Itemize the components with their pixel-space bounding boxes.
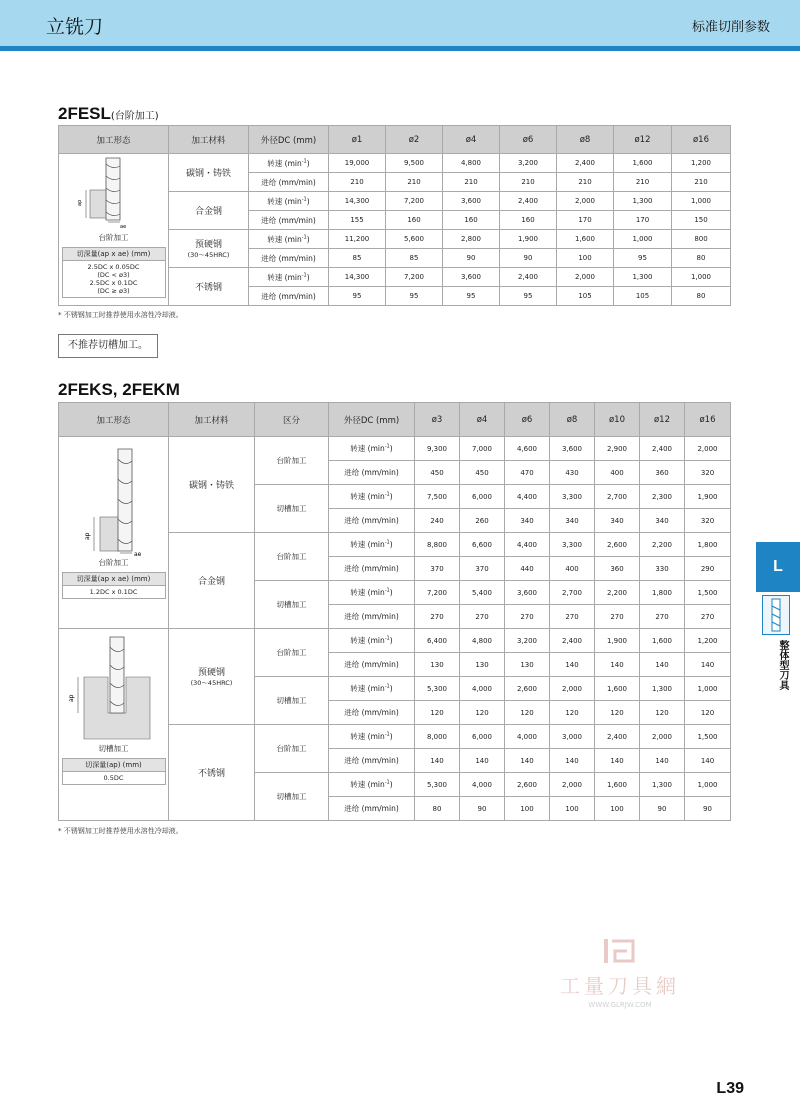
section2-table: [58, 402, 731, 821]
dia-header: ø6: [500, 126, 557, 154]
col-shape-header: 加工形态: [59, 126, 169, 154]
table-cell: 1,800: [685, 533, 731, 557]
param-feed: 进给 (mm/min): [329, 749, 415, 773]
table-cell: 2,400: [557, 154, 614, 173]
param-feed: 进给 (mm/min): [329, 797, 415, 821]
table-cell: 400: [595, 461, 640, 485]
shape-illustration-cell: [59, 629, 169, 821]
table-cell: 140: [550, 749, 595, 773]
dia-header: ø10: [595, 403, 640, 437]
table-cell: 1,000: [685, 677, 731, 701]
table-cell: 90: [443, 249, 500, 268]
table-cell: 2,000: [557, 268, 614, 287]
col-zone-header: 区分: [255, 403, 329, 437]
param-feed: 进给 (mm/min): [249, 287, 329, 306]
table-cell: 2,400: [550, 629, 595, 653]
table-cell: 3,000: [550, 725, 595, 749]
param-speed: 转速 $(\min^{-1})$: [329, 485, 415, 509]
table-cell: 1,600: [595, 677, 640, 701]
table-cell: 800: [672, 230, 731, 249]
shape-illustration-cell: [59, 437, 169, 629]
table-cell: 120: [550, 701, 595, 725]
table-cell: 2,000: [550, 677, 595, 701]
table-row: [59, 437, 731, 461]
table-cell: 120: [415, 701, 460, 725]
table-cell: 120: [640, 701, 685, 725]
col-material-header: 加工材料: [169, 403, 255, 437]
material-cell: 不锈钢: [169, 725, 255, 821]
table-cell: 6,400: [415, 629, 460, 653]
table-cell: 1,600: [614, 154, 672, 173]
table-cell: 340: [595, 509, 640, 533]
depth-header: 切深量(ap x ae) (mm): [63, 573, 165, 586]
table-cell: 4,000: [460, 773, 505, 797]
table-cell: 14,300: [329, 192, 386, 211]
table-cell: 140: [640, 653, 685, 677]
page-subtitle: 标准切削参数: [691, 20, 770, 35]
page-number: L39: [716, 1080, 744, 1097]
dia-header: ø8: [550, 403, 595, 437]
param-speed: 转速 $(\min^{-1})$: [329, 533, 415, 557]
table-cell: 2,800: [443, 230, 500, 249]
table-cell: 2,400: [500, 192, 557, 211]
table-cell: 210: [329, 173, 386, 192]
table-cell: 105: [557, 287, 614, 306]
table-cell: 9,500: [386, 154, 443, 173]
table-cell: 19,000: [329, 154, 386, 173]
depth-line: 0.5DC: [103, 774, 124, 782]
table-cell: 4,000: [460, 677, 505, 701]
table-cell: 140: [640, 749, 685, 773]
step-milling-diagram: [60, 445, 168, 557]
table-cell: 240: [415, 509, 460, 533]
table-cell: 8,800: [415, 533, 460, 557]
param-feed: 进给 (mm/min): [329, 701, 415, 725]
param-speed: 转速 $(\min^{-1})$: [329, 725, 415, 749]
table-cell: 4,800: [460, 629, 505, 653]
table-cell: 1,500: [685, 725, 731, 749]
table-cell: 6,600: [460, 533, 505, 557]
table-cell: 3,600: [443, 192, 500, 211]
table-cell: 85: [386, 249, 443, 268]
table-cell: 2,600: [505, 773, 550, 797]
table-cell: 270: [595, 605, 640, 629]
material-cell: 预硬钢 (30～45HRC): [169, 629, 255, 725]
depth-line: 1.2DC x 0.1DC: [89, 588, 138, 596]
table-cell: 2,000: [685, 437, 731, 461]
table-cell: 3,600: [443, 268, 500, 287]
depth-header: 切深量(ap x ae) (mm): [63, 248, 165, 261]
table-cell: 450: [460, 461, 505, 485]
table-cell: 1,200: [672, 154, 731, 173]
table-cell: 140: [505, 749, 550, 773]
table-cell: 450: [415, 461, 460, 485]
table-cell: 2,900: [595, 437, 640, 461]
table-cell: 210: [614, 173, 672, 192]
dia-header: ø16: [685, 403, 731, 437]
table-cell: 2,300: [640, 485, 685, 509]
param-feed: 进给 (mm/min): [329, 509, 415, 533]
table-cell: 1,000: [614, 230, 672, 249]
table-cell: 1,900: [500, 230, 557, 249]
table-cell: 210: [443, 173, 500, 192]
table-cell: 3,600: [550, 437, 595, 461]
table-cell: 270: [460, 605, 505, 629]
step-milling-diagram: [60, 154, 168, 232]
table-cell: 90: [640, 797, 685, 821]
table-cell: 370: [460, 557, 505, 581]
dia-header: ø8: [557, 126, 614, 154]
table-cell: 2,700: [595, 485, 640, 509]
table-cell: 80: [415, 797, 460, 821]
table-cell: 2,200: [595, 581, 640, 605]
watermark-logo: [603, 938, 637, 964]
zone-cell: 切槽加工: [255, 485, 329, 533]
table-row: [59, 629, 731, 653]
table-cell: 150: [672, 211, 731, 230]
table-cell: 1,300: [614, 192, 672, 211]
table-cell: 340: [505, 509, 550, 533]
ae-label: ae: [133, 551, 141, 557]
table-cell: 130: [415, 653, 460, 677]
table-cell: 90: [460, 797, 505, 821]
table-cell: 210: [500, 173, 557, 192]
param-speed: 转速 $(\min^{-1})$: [249, 154, 329, 173]
table-cell: 6,000: [460, 485, 505, 509]
table-cell: 4,000: [505, 725, 550, 749]
param-speed: 转速 $(\min^{-1})$: [329, 773, 415, 797]
table-cell: 170: [557, 211, 614, 230]
shape-caption: 切槽加工: [98, 744, 129, 753]
table-cell: 85: [329, 249, 386, 268]
table-cell: 210: [386, 173, 443, 192]
param-feed: 进给 (mm/min): [329, 653, 415, 677]
watermark-text: 工量刀具網: [560, 974, 680, 998]
depth-line: 2.5DC x 0.1DC: [89, 279, 138, 287]
param-speed: 转速 $(\min^{-1})$: [329, 581, 415, 605]
table-cell: 370: [415, 557, 460, 581]
zone-cell: 台阶加工: [255, 533, 329, 581]
table-cell: 5,300: [415, 773, 460, 797]
col-dc-header: 外径DC (mm): [249, 126, 329, 154]
col-dc-header: 外径DC (mm): [329, 403, 415, 437]
table-cell: 1,800: [640, 581, 685, 605]
table-cell: 2,000: [640, 725, 685, 749]
table-cell: 160: [386, 211, 443, 230]
table-cell: 400: [550, 557, 595, 581]
table-cell: 14,300: [329, 268, 386, 287]
table-cell: 430: [550, 461, 595, 485]
dia-header: ø4: [443, 126, 500, 154]
page-title: 立铣刀: [46, 16, 104, 38]
table-cell: 120: [460, 701, 505, 725]
table-cell: 1,000: [685, 773, 731, 797]
table-cell: 140: [550, 653, 595, 677]
table-cell: 2,200: [640, 533, 685, 557]
depth-line: (DC < ø3): [97, 271, 130, 279]
table-cell: 140: [460, 749, 505, 773]
param-feed: 进给 (mm/min): [329, 605, 415, 629]
zone-cell: 台阶加工: [255, 437, 329, 485]
table-cell: 7,500: [415, 485, 460, 509]
zone-cell: 切槽加工: [255, 581, 329, 629]
table-cell: 340: [550, 509, 595, 533]
table-cell: 210: [672, 173, 731, 192]
table-cell: 160: [443, 211, 500, 230]
table-cell: 320: [685, 461, 731, 485]
dia-header: ø6: [505, 403, 550, 437]
table-cell: 1,600: [595, 773, 640, 797]
param-feed: 进给 (mm/min): [249, 211, 329, 230]
table-cell: 95: [614, 249, 672, 268]
table-cell: 130: [460, 653, 505, 677]
param-speed: 转速 $(\min^{-1})$: [249, 230, 329, 249]
table-cell: 140: [685, 749, 731, 773]
table-cell: 3,600: [505, 581, 550, 605]
param-speed: 转速 $(\min^{-1})$: [329, 437, 415, 461]
table-cell: 2,600: [595, 533, 640, 557]
table-cell: 270: [640, 605, 685, 629]
table-cell: 1,300: [640, 677, 685, 701]
section2-title: 2FEKS, 2FEKM: [58, 380, 180, 399]
dia-header: ø1: [329, 126, 386, 154]
table-cell: 260: [460, 509, 505, 533]
table-cell: 6,000: [460, 725, 505, 749]
table-cell: 2,000: [557, 192, 614, 211]
table-cell: 4,400: [505, 485, 550, 509]
depth-line: (DC ≥ ø3): [97, 287, 130, 295]
table-cell: 1,300: [640, 773, 685, 797]
material-cell: 碳钢・铸铁: [169, 154, 249, 192]
table-cell: 3,200: [505, 629, 550, 653]
table-cell: 270: [550, 605, 595, 629]
table-cell: 160: [500, 211, 557, 230]
param-speed: 转速 $(\min^{-1})$: [249, 268, 329, 287]
table-cell: 5,400: [460, 581, 505, 605]
table-cell: 320: [685, 509, 731, 533]
table-cell: 100: [550, 797, 595, 821]
table-cell: 1,500: [685, 581, 731, 605]
table-cell: 2,700: [550, 581, 595, 605]
table-cell: 105: [614, 287, 672, 306]
slot-milling-diagram: [60, 633, 168, 743]
table-cell: 120: [595, 701, 640, 725]
table-cell: 290: [685, 557, 731, 581]
table-cell: 3,300: [550, 533, 595, 557]
param-speed: 转速 $(\min^{-1})$: [329, 629, 415, 653]
table-cell: 1,000: [672, 268, 731, 287]
table-cell: 270: [415, 605, 460, 629]
table-cell: 8,000: [415, 725, 460, 749]
table-cell: 3,200: [500, 154, 557, 173]
table-cell: 140: [685, 653, 731, 677]
table-cell: 90: [685, 797, 731, 821]
header-accent-line: [0, 46, 800, 51]
dia-header: ø2: [386, 126, 443, 154]
section2-note: * 不锈钢加工时推荐使用水溶性冷却液。: [58, 827, 183, 835]
table-cell: 11,200: [329, 230, 386, 249]
table-cell: 1,600: [557, 230, 614, 249]
dia-header: ø4: [460, 403, 505, 437]
zone-cell: 台阶加工: [255, 725, 329, 773]
depth-box: [62, 247, 166, 298]
param-feed: 进给 (mm/min): [249, 249, 329, 268]
table-cell: 95: [386, 287, 443, 306]
table-cell: 7,000: [460, 437, 505, 461]
table-cell: 155: [329, 211, 386, 230]
table-cell: 1,000: [672, 192, 731, 211]
table-cell: 100: [595, 797, 640, 821]
table-cell: 440: [505, 557, 550, 581]
table-cell: 9,300: [415, 437, 460, 461]
dia-header: ø3: [415, 403, 460, 437]
table-cell: 360: [595, 557, 640, 581]
material-cell: 合金钢: [169, 192, 249, 230]
table-cell: 2,400: [595, 725, 640, 749]
table-cell: 7,200: [386, 192, 443, 211]
table-cell: 95: [500, 287, 557, 306]
section1-title: 2FESL(台阶加工): [58, 104, 159, 123]
table-cell: 130: [505, 653, 550, 677]
ap-label: ap: [83, 532, 91, 540]
table-cell: 140: [595, 653, 640, 677]
zone-cell: 切槽加工: [255, 773, 329, 821]
section1-note: * 不锈钢加工时推荐使用水溶性冷却液。: [58, 311, 183, 319]
table-cell: 100: [505, 797, 550, 821]
table-cell: 140: [415, 749, 460, 773]
depth-header: 切深量(ap) (mm): [63, 759, 165, 772]
param-speed: 转速 $(\min^{-1})$: [249, 192, 329, 211]
table-cell: 7,200: [415, 581, 460, 605]
table-cell: 4,600: [505, 437, 550, 461]
material-cell: 不锈钢: [169, 268, 249, 306]
page-header-bar: [0, 0, 800, 46]
table-cell: 90: [500, 249, 557, 268]
depth-box: [62, 758, 166, 785]
material-cell: 碳钢・铸铁: [169, 437, 255, 533]
table-cell: 2,400: [500, 268, 557, 287]
material-cell: 合金钢: [169, 533, 255, 629]
table-cell: 5,300: [415, 677, 460, 701]
material-cell: 预硬钢 (30～45HRC): [169, 230, 249, 268]
dia-header: ø16: [672, 126, 731, 154]
table-cell: 360: [640, 461, 685, 485]
param-feed: 进给 (mm/min): [329, 461, 415, 485]
param-feed: 进给 (mm/min): [249, 173, 329, 192]
dia-header: ø12: [640, 403, 685, 437]
param-speed: 转速 $(\min^{-1})$: [329, 677, 415, 701]
depth-line: 2.5DC x 0.05DC: [87, 263, 140, 271]
shape-illustration-cell: [59, 154, 169, 306]
ap-label: ap: [76, 199, 83, 206]
col-material-header: 加工材料: [169, 126, 249, 154]
watermark-url: WWW.GLRJW.COM: [588, 1001, 652, 1009]
table-cell: 5,600: [386, 230, 443, 249]
col-shape-header: 加工形态: [59, 403, 169, 437]
side-tab-letter: L: [756, 542, 800, 592]
ap-label: ap: [67, 694, 75, 702]
table-cell: 170: [614, 211, 672, 230]
table-cell: 210: [557, 173, 614, 192]
table-cell: 270: [685, 605, 731, 629]
table-cell: 7,200: [386, 268, 443, 287]
table-cell: 1,200: [685, 629, 731, 653]
endmill-tab-icon: [762, 595, 790, 635]
table-cell: 2,400: [640, 437, 685, 461]
table-cell: 3,300: [550, 485, 595, 509]
shape-caption: 台阶加工: [98, 233, 129, 242]
table-cell: 1,900: [595, 629, 640, 653]
param-feed: 进给 (mm/min): [329, 557, 415, 581]
table-cell: 2,000: [550, 773, 595, 797]
table-cell: 120: [505, 701, 550, 725]
table-cell: 4,400: [505, 533, 550, 557]
not-recommended-box: 不推荐切槽加工。: [58, 334, 158, 358]
table-cell: 4,800: [443, 154, 500, 173]
table-cell: 95: [443, 287, 500, 306]
table-cell: 95: [329, 287, 386, 306]
table-cell: 1,300: [614, 268, 672, 287]
ae-label: ae: [119, 224, 126, 230]
shape-caption: 台阶加工: [98, 558, 129, 567]
table-cell: 340: [640, 509, 685, 533]
table-cell: 80: [672, 249, 731, 268]
zone-cell: 台阶加工: [255, 629, 329, 677]
table-cell: 1,600: [640, 629, 685, 653]
table-cell: 140: [595, 749, 640, 773]
table-cell: 80: [672, 287, 731, 306]
table-cell: 100: [557, 249, 614, 268]
side-tab-label: 整体型刀具: [777, 640, 788, 690]
table-cell: 330: [640, 557, 685, 581]
zone-cell: 切槽加工: [255, 677, 329, 725]
table-cell: 120: [685, 701, 731, 725]
table-cell: 270: [505, 605, 550, 629]
dia-header: ø12: [614, 126, 672, 154]
watermark: [520, 938, 720, 1009]
table-cell: 1,900: [685, 485, 731, 509]
table-cell: 470: [505, 461, 550, 485]
table-cell: 2,600: [505, 677, 550, 701]
section1-table: [58, 125, 731, 306]
depth-box: [62, 572, 166, 599]
